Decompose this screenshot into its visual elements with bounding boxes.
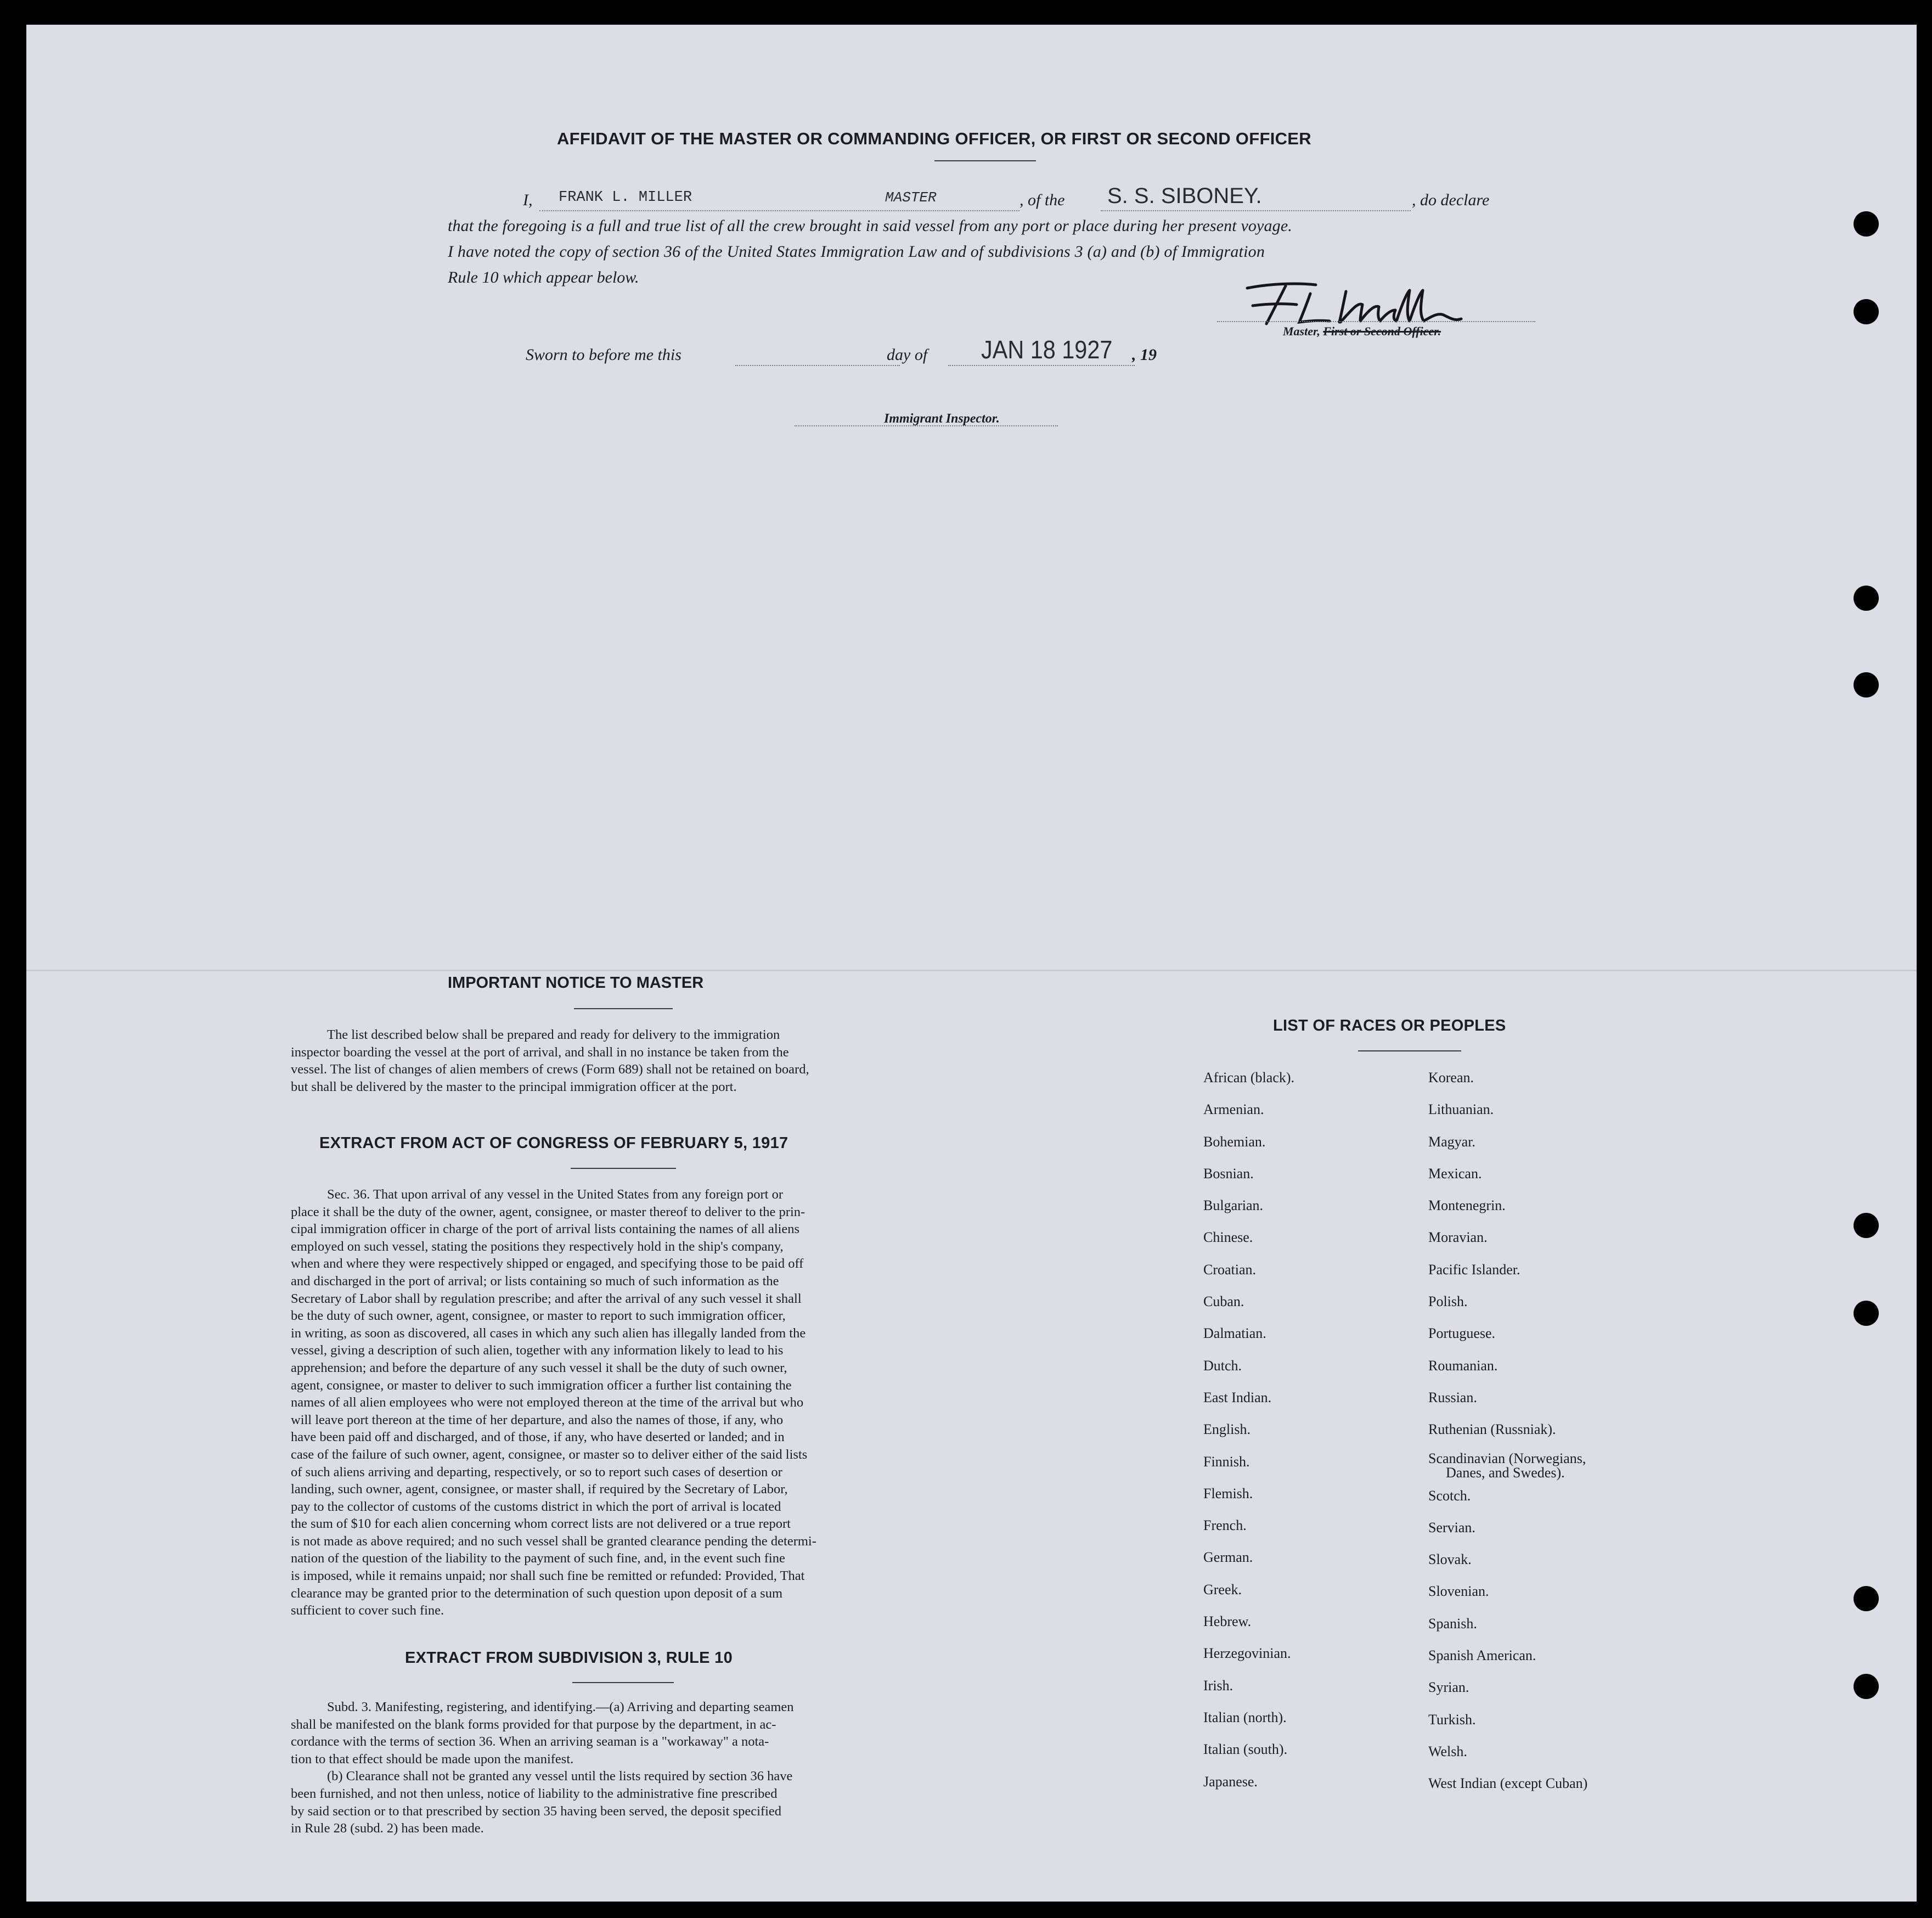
act-line: the sum of $10 for each alien concerning whom correct lists are not delivered or a true report [291, 1516, 791, 1532]
notice-line: vessel. The list of changes of alien members of crews (Form 689) shall not be retained on board, [291, 1062, 809, 1077]
race-item: Bosnian. [1203, 1165, 1254, 1182]
race-item: West Indian (except Cuban) [1428, 1775, 1588, 1792]
punch-hole [1854, 672, 1879, 698]
year-prefix: , 19 [1132, 346, 1157, 364]
sworn-day-line [735, 365, 900, 366]
race-item: Pacific Islander. [1428, 1261, 1520, 1278]
master-signature [1214, 272, 1478, 332]
race-item: Ruthenian (Russniak). [1428, 1421, 1556, 1438]
race-item: Italian (south). [1203, 1741, 1288, 1758]
race-item: English. [1203, 1421, 1251, 1438]
race-item: Flemish. [1203, 1485, 1253, 1501]
race-item: Scotch. [1428, 1487, 1471, 1504]
act-line: have been paid off and discharged, and of those, if any, who have deserted or landed; and in [291, 1430, 785, 1445]
act-line: clearance may be granted prior to the determination of such question upon deposit of a sum [291, 1585, 783, 1601]
act-body [291, 1186, 945, 1619]
act-line: when and where they were respectively shipped or engaged, and specifying those to be paid off [291, 1256, 804, 1272]
act-line: of such aliens arriving and departing, respectively, or so to report such cases of desertion or [291, 1464, 782, 1480]
officer-rank: MASTER [885, 189, 937, 206]
act-line: case of the failure of such owner, agent, consignee, or master so to deliver either of the said lists [291, 1447, 808, 1462]
race-item: Magyar. [1428, 1133, 1475, 1150]
race-item: Italian (north). [1203, 1709, 1287, 1725]
affidavit-line4: Rule 10 which appear below. [448, 268, 639, 286]
race-item: African (black). [1203, 1070, 1295, 1085]
notice-title: IMPORTANT NOTICE TO MASTER [448, 974, 704, 992]
race-item: Chinese. [1203, 1229, 1253, 1246]
name-line [539, 210, 1019, 211]
race-item: Herzegovinian. [1203, 1645, 1291, 1662]
race-item: Lithuanian. [1428, 1101, 1494, 1118]
act-line: agent, consignee, or master to deliver to such immigration officer a further list containing the [291, 1377, 792, 1393]
signature-caption [1283, 324, 1441, 339]
title-rule [934, 160, 1036, 161]
punch-hole [1854, 211, 1879, 237]
fold-line [26, 970, 1917, 971]
race-item: Servian. [1428, 1519, 1475, 1535]
act-line: is imposed, while it remains unpaid; nor shall such fine be remitted or refunded: Provided, That [291, 1568, 805, 1584]
notice-body [291, 1026, 945, 1095]
act-line: vessel, giving a description of such alien, together with any information likely to lead to his [291, 1343, 784, 1358]
race-item: Polish. [1428, 1293, 1468, 1310]
officer-name: FRANK L. MILLER [559, 189, 692, 206]
vessel-name: S. S. SIBONEY. [1107, 184, 1262, 208]
of-the-text: , of the [1019, 191, 1065, 209]
act-line: Secretary of Labor shall by regulation prescribe; and after the arrival of any such vessel it shall [291, 1291, 802, 1306]
vessel-line [1101, 210, 1411, 211]
act-line: landing, such owner, agent, consignee, or master shall, if required by the Secretary of Labor, [291, 1482, 788, 1497]
race-item: Danes, and Swedes). [1446, 1464, 1565, 1481]
act-line: sufficient to cover such fine. [291, 1603, 444, 1618]
race-item: Syrian. [1428, 1679, 1469, 1696]
act-line: pay to the collector of customs of the customs district in which the port of arrival is located [291, 1499, 781, 1514]
affidavit-line3: I have noted the copy of section 36 of the United States Immigration Law and of subdivisions 3 (a) and (b) of Immigration [448, 243, 1265, 261]
act-line: names of all alien employees who were not employed thereon at the time of the arrival but who [291, 1395, 804, 1410]
date-stamp: JAN 18 1927 [981, 335, 1113, 364]
race-item: Roumanian. [1428, 1357, 1498, 1374]
act-line: Sec. 36. That upon arrival of any vessel in the United States from any foreign port or [327, 1187, 783, 1202]
act-line: is not made as above required; and no such vessel shall be granted clearance pending the determi- [291, 1533, 816, 1549]
race-item: Mexican. [1428, 1165, 1482, 1182]
act-line: will leave port thereon at the time of her departure, and also the names of those, if any, who [291, 1412, 784, 1427]
signature-line [1217, 321, 1535, 322]
race-item: Bohemian. [1203, 1133, 1266, 1150]
race-item: Finnish. [1203, 1453, 1250, 1470]
race-item: Scandinavian (Norwegians, [1428, 1450, 1586, 1466]
race-item: Cuban. [1203, 1293, 1244, 1310]
act-line: employed on such vessel, stating the positions they respectively hold in the ship's company, [291, 1239, 784, 1254]
inspector-caption: Immigrant Inspector. [884, 412, 1000, 426]
race-item: East Indian. [1203, 1389, 1272, 1405]
caption-master: Master, [1283, 324, 1323, 338]
act-line: place it shall be the duty of the owner, agent, consignee, or master thereof to deliver to the prin- [291, 1204, 806, 1219]
races-col2 [1428, 1062, 1587, 1800]
race-item: Greek. [1203, 1581, 1242, 1598]
race-item: French. [1203, 1517, 1247, 1534]
punch-hole [1854, 1213, 1879, 1238]
race-item: Irish. [1203, 1677, 1233, 1694]
act-line: and discharged in the port of arrival; or lists containing so much of such information as the [291, 1273, 779, 1289]
affidavit-i: I, [523, 191, 533, 209]
race-item: Hebrew. [1203, 1613, 1252, 1630]
act-rule [571, 1168, 676, 1169]
notice-line: inspector boarding the vessel at the port of arrival, and shall in no instance be taken from the [291, 1044, 789, 1060]
rule-line: Subd. 3. Manifesting, registering, and identifying.—(a) Arriving and departing seamen [327, 1700, 794, 1714]
affidavit-line2: that the foregoing is a full and true list of all the crew brought in said vessel from any port or place during her present voyage. [448, 217, 1292, 235]
race-item: Croatian. [1203, 1261, 1257, 1278]
punch-hole [1854, 586, 1879, 611]
race-item: Montenegrin. [1428, 1197, 1506, 1214]
race-item: Slovenian. [1428, 1583, 1489, 1600]
race-item: Slovak. [1428, 1551, 1472, 1568]
act-line: apprehension; and before the departure of any such vessel it shall be the duty of such owner, [291, 1360, 787, 1375]
act-title: EXTRACT FROM ACT OF CONGRESS OF FEBRUARY 5, 1917 [319, 1134, 788, 1152]
race-item: Korean. [1428, 1070, 1474, 1085]
notice-line: but shall be delivered by the master to the principal immigration officer at the port. [291, 1079, 737, 1094]
act-line: cipal immigration officer in charge of the port of arrival lists containing the names of all aliens [291, 1222, 800, 1237]
rule-title: EXTRACT FROM SUBDIVISION 3, RULE 10 [405, 1649, 733, 1667]
month-line [948, 365, 1135, 366]
rule-line: been furnished, and not then unless, notice of liability to the administrative fine prescribed [291, 1786, 778, 1801]
race-item: Moravian. [1428, 1229, 1488, 1246]
race-item: Bulgarian. [1203, 1197, 1264, 1214]
race-item: Spanish American. [1428, 1647, 1536, 1664]
punch-hole [1854, 1301, 1879, 1326]
notice-line: The list described below shall be prepared and ready for delivery to the immigration [327, 1027, 780, 1042]
rule-line: tion to that effect should be made upon the manifest. [291, 1751, 574, 1767]
do-declare-text: , do declare [1412, 191, 1490, 209]
rule-line: cordance with the terms of section 36. When an arriving seaman is a "workaway" a nota- [291, 1734, 769, 1750]
sworn-text: Sworn to before me this [526, 346, 681, 364]
punch-hole [1854, 1586, 1879, 1611]
rule-line: (b) Clearance shall not be granted any vessel until the lists required by section 36 have [327, 1769, 793, 1784]
race-item: Dutch. [1203, 1357, 1242, 1374]
race-item: Armenian. [1203, 1101, 1264, 1118]
act-line: nation of the question of the liability to the payment of such fine, and, in the event such fine [291, 1551, 785, 1566]
races-rule [1358, 1050, 1461, 1051]
rule-line: by said section or to that prescribed by section 35 having been served, the deposit specified [291, 1803, 781, 1819]
punch-hole [1854, 1674, 1879, 1699]
caption-struck: First or Second Officer. [1323, 324, 1441, 338]
act-line: in writing, as soon as discovered, all cases in which any such alien has illegally landed from the [291, 1325, 806, 1341]
race-item: Portuguese. [1428, 1325, 1496, 1342]
affidavit-title: AFFIDAVIT OF THE MASTER OR COMMANDING OFFICER, OR FIRST OR SECOND OFFICER [557, 129, 1311, 148]
race-item: German. [1203, 1549, 1253, 1566]
day-of-text: day of [887, 346, 928, 364]
race-item: Japanese. [1203, 1773, 1258, 1790]
races-title: LIST OF RACES OR PEOPLES [1273, 1017, 1506, 1034]
notice-rule [574, 1008, 673, 1009]
rule-line: shall be manifested on the blank forms provided for that purpose by the department, in ac- [291, 1717, 776, 1732]
rule-line: in Rule 28 (subd. 2) has been made. [291, 1821, 484, 1836]
rule-title-rule [572, 1682, 674, 1683]
race-item: Dalmatian. [1203, 1325, 1266, 1342]
act-line: be the duty of such owner, agent, consignee, or master to report to such immigration officer, [291, 1308, 786, 1324]
race-item: Welsh. [1428, 1743, 1467, 1759]
race-item: Turkish. [1428, 1711, 1476, 1728]
punch-hole [1854, 299, 1879, 324]
manifest-sheet [26, 25, 1917, 1902]
rule-body [291, 1698, 945, 1837]
race-item: Russian. [1428, 1389, 1477, 1405]
race-item: Spanish. [1428, 1615, 1477, 1632]
races-col1 [1203, 1062, 1294, 1798]
